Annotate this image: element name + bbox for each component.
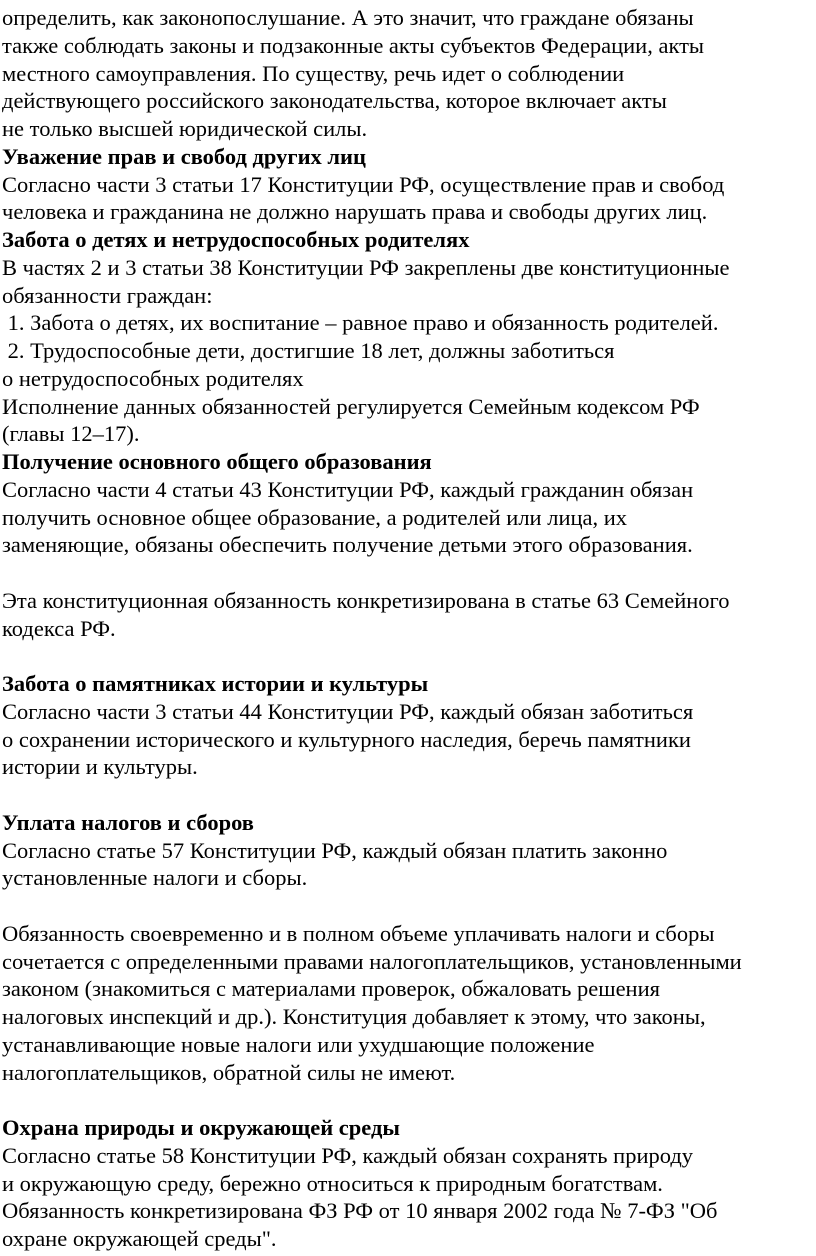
text-line: Исполнение данных обязанностей регулируется Семейным кодексом РФ	[2, 393, 700, 419]
text-line: Согласно статье 57 Конституции РФ, каждый обязан платить законно	[2, 837, 668, 863]
text-line: сочетается с определенными правами налогоплательщиков, установленными	[2, 948, 742, 974]
blank-line	[2, 559, 816, 587]
text-line: и окружающую среду, бережно относиться к природным богатствам.	[2, 1170, 663, 1196]
section-heading: Уплата налогов и сборов	[2, 809, 254, 835]
text-line: кодекса РФ.	[2, 615, 116, 641]
text-line: обязанности граждан:	[2, 282, 213, 308]
text-line: истории и культуры.	[2, 754, 198, 780]
section-heading: Охрана природы и окружающей среды	[2, 1115, 400, 1140]
text-line: действующего российского законодательства, которое включает акты	[2, 88, 667, 114]
text-line: не только высшей юридической силы.	[2, 116, 368, 141]
text-line: человека и гражданина не должно нарушать права и свободы других лиц.	[2, 199, 708, 225]
text-line: налоговых инспекций и др.). Конституция добавляет к этому, что законы,	[2, 1004, 706, 1029]
text-line: налогоплательщиков, обратной силы не имеют.	[2, 1059, 456, 1085]
section-heading: Получение основного общего образования	[2, 449, 432, 474]
blank-line	[2, 892, 816, 920]
blank-line	[2, 1086, 816, 1114]
text-line: 2. Трудоспособные дети, достигшие 18 лет, должны заботиться	[2, 338, 615, 363]
blank-line	[2, 642, 816, 670]
text-line: Согласно статье 58 Конституции РФ, каждый обязан сохранять природу	[2, 1142, 694, 1168]
text-line: Обязанность конкретизирована ФЗ РФ от 10 января 2002 года № 7-ФЗ "Об	[2, 1198, 718, 1224]
text-line: Обязанность своевременно и в полном объеме уплачивать налоги и сборы	[2, 920, 715, 946]
text-line: получить основное общее образование, а родителей или лица, их	[2, 504, 628, 530]
text-line: заменяющие, обязаны обеспечить получение детьми этого образования.	[2, 532, 693, 558]
text-line: Согласно части 3 статьи 17 Конституции РФ, осуществление прав и свобод	[2, 171, 725, 197]
text-line: о сохранении исторического и культурного наследия, беречь памятники	[2, 726, 691, 752]
text-line: также соблюдать законы и подзаконные акты субъектов Федерации, акты	[2, 32, 705, 58]
text-line: охране окружающей среды".	[2, 1226, 277, 1251]
text-line: устанавливающие новые налоги или ухудшающие положение	[2, 1031, 595, 1057]
section-heading: Уважение прав и свобод других лиц	[2, 143, 366, 169]
text-line: (главы 12–17).	[2, 421, 140, 447]
text-line: установленные налоги и сборы.	[2, 865, 308, 891]
text-line: Эта конституционная обязанность конкретизирована в статье 63 Семейного	[2, 587, 730, 613]
text-line: местного самоуправления. По существу, речь идет о соблюдении	[2, 60, 625, 86]
text-line: о нетрудоспособных родителях	[2, 365, 304, 391]
blank-line	[2, 781, 816, 809]
text-line: законом (знакомиться с материалами проверок, обжаловать решения	[2, 976, 660, 1002]
text-line: 1. Забота о детях, их воспитание – равное право и обязанность родителей.	[2, 310, 719, 336]
text-line: В частях 2 и 3 статьи 38 Конституции РФ закреплены две конституционные	[2, 254, 730, 280]
text-line: Согласно части 4 статьи 43 Конституции РФ, каждый гражданин обязан	[2, 476, 694, 502]
section-heading: Забота о памятниках истории и культуры	[2, 671, 429, 696]
section-heading: Забота о детях и нетрудоспособных родителях	[2, 227, 470, 252]
text-line: Согласно части 3 статьи 44 Конституции РФ, каждый обязан заботиться	[2, 698, 694, 724]
text-line: определить, как законопослушание. А это значит, что граждане обязаны	[2, 5, 694, 30]
